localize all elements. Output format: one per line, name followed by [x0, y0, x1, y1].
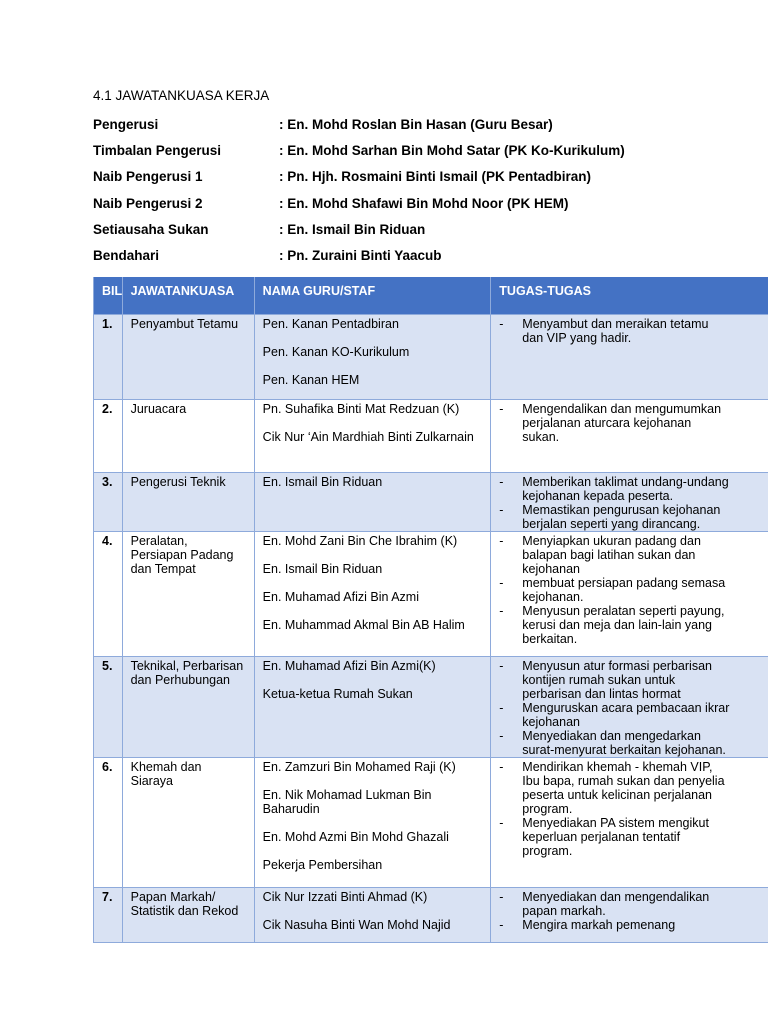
officials-list — [93, 117, 625, 274]
official-row — [93, 169, 625, 195]
staff-name: En. Zamzuri Bin Mohamed Raji (K) — [262, 760, 456, 774]
task-item — [522, 475, 768, 503]
task-item — [522, 918, 768, 932]
cell-bil: 3. — [94, 473, 123, 532]
cell-nama — [254, 758, 491, 888]
cell-tugas — [491, 532, 768, 657]
task-line: - Menyusun atur formasi perbarisan — [522, 659, 712, 673]
official-label: Bendahari — [93, 247, 160, 263]
staff-name: En. Nik Mohamad Lukman Bin Baharudin — [262, 788, 432, 816]
task-item — [522, 729, 768, 757]
table-row — [94, 657, 768, 758]
task-line: keperluan perjalanan tentatif — [522, 830, 681, 844]
committee-table — [93, 277, 768, 943]
cell-nama — [254, 532, 491, 657]
staff-name: En. Muhamad Afizi Bin Azmi(K) — [262, 659, 436, 673]
task-item — [522, 816, 768, 858]
cell-jawatankuasa: Pengerusi Teknik — [122, 473, 254, 532]
task-line: kejohanan — [522, 562, 580, 576]
task-item — [522, 503, 768, 531]
task-line: - Menyediakan dan mengedarkan — [522, 729, 701, 743]
cell-tugas — [491, 657, 768, 758]
staff-name: Pen. Kanan KO-Kurikulum — [262, 345, 410, 359]
cell-bil: 7. — [94, 888, 123, 943]
official-value: : En. Mohd Sarhan Bin Mohd Satar (PK Ko-Kurikulum) — [279, 143, 625, 159]
staff-name: Pen. Kanan HEM — [262, 373, 360, 387]
cell-tugas — [491, 400, 768, 473]
table-row — [94, 532, 768, 657]
task-item — [522, 659, 768, 701]
task-list — [499, 475, 768, 531]
task-line: - Memastikan pengurusan kejohanan — [522, 503, 721, 517]
task-line: balapan bagi latihan sukan dan — [522, 548, 696, 562]
task-line: dan VIP yang hadir. — [522, 331, 632, 345]
cell-tugas — [491, 888, 768, 943]
task-line: kejohanan — [522, 715, 580, 729]
task-line: kerusi dan meja dan lain-lain yang — [522, 618, 712, 632]
task-list — [499, 659, 768, 757]
task-line: berkaitan. — [522, 632, 578, 646]
table-row — [94, 758, 768, 888]
cell-nama — [254, 315, 491, 400]
cell-nama — [254, 473, 491, 532]
staff-name: Cik Nur Izzati Binti Ahmad (K) — [262, 890, 428, 904]
table-header-row — [94, 277, 768, 315]
task-list — [499, 890, 768, 932]
header-bil: BIL — [94, 277, 123, 315]
table-row — [94, 473, 768, 532]
cell-jawatankuasa: Papan Markah/ Statistik dan Rekod — [122, 888, 254, 943]
task-item — [522, 760, 768, 816]
staff-name: Pekerja Pembersihan — [262, 858, 383, 872]
cell-bil: 5. — [94, 657, 123, 758]
official-value: : Pn. Zuraini Binti Yaacub — [279, 247, 442, 263]
task-item — [522, 701, 768, 729]
cell-jawatankuasa: Peralatan, Persiapan Padang dan Tempat — [122, 532, 254, 657]
header-nama: NAMA GURU/STAF — [254, 277, 491, 315]
task-item — [522, 890, 768, 918]
task-line: surat-menyurat berkaitan kejohanan. — [522, 743, 726, 757]
official-row — [93, 143, 625, 169]
official-value: : En. Mohd Shafawi Bin Mohd Noor (PK HEM) — [279, 195, 569, 211]
cell-jawatankuasa: Teknikal, Perbarisan dan Perhubungan — [122, 657, 254, 758]
task-item — [522, 534, 768, 576]
staff-name: Ketua-ketua Rumah Sukan — [262, 687, 413, 701]
task-line: - membuat persiapan padang semasa — [522, 576, 726, 590]
staff-name: Pen. Kanan Pentadbiran — [262, 317, 399, 331]
official-row — [93, 196, 625, 222]
task-line: kejohanan kepada peserta. — [522, 489, 674, 503]
official-value: : Pn. Hjh. Rosmaini Binti Ismail (PK Pentadbiran) — [279, 169, 592, 185]
staff-name: Cik Nur ‘Ain Mardhiah Binti Zulkarnain — [262, 430, 474, 444]
cell-bil: 4. — [94, 532, 123, 657]
staff-name: En. Muhammad Akmal Bin AB Halim — [262, 618, 465, 632]
task-list — [499, 534, 768, 646]
task-line: program. — [522, 802, 573, 816]
task-item — [522, 402, 768, 444]
staff-name: En. Muhamad Afizi Bin Azmi — [262, 590, 419, 604]
task-list — [499, 317, 768, 345]
official-label: Pengerusi — [93, 117, 159, 132]
task-line: - Menyediakan dan mengendalikan — [522, 890, 710, 904]
task-list — [499, 402, 768, 444]
task-line: - Mengendalikan dan mengumumkan — [522, 402, 722, 416]
official-row — [93, 222, 625, 248]
task-line: Ibu bapa, rumah sukan dan penyelia — [522, 774, 725, 788]
task-line: - Menguruskan acara pembacaan ikrar — [522, 701, 730, 715]
task-line: kontijen rumah sukan untuk — [522, 673, 676, 687]
official-row — [93, 117, 625, 143]
cell-jawatankuasa: Penyambut Tetamu — [122, 315, 254, 400]
task-item — [522, 604, 768, 646]
official-label: Setiausaha Sukan — [93, 221, 209, 237]
cell-jawatankuasa: Juruacara — [122, 400, 254, 473]
table-row — [94, 888, 768, 943]
cell-tugas — [491, 473, 768, 532]
task-line: - Memberikan taklimat undang-undang — [522, 475, 729, 489]
official-value: : En. Ismail Bin Riduan — [279, 221, 426, 237]
header-tugas: TUGAS-TUGAS — [491, 277, 768, 315]
official-row — [93, 248, 625, 274]
cell-nama — [254, 657, 491, 758]
task-item — [522, 317, 768, 345]
cell-bil: 1. — [94, 315, 123, 400]
task-line: kejohanan. — [522, 590, 584, 604]
task-line: - Menyusun peralatan seperti payung, — [522, 604, 725, 618]
task-line: - Menyambut dan meraikan tetamu — [522, 317, 709, 331]
cell-nama — [254, 888, 491, 943]
cell-tugas — [491, 315, 768, 400]
task-line: - Mengira markah pemenang — [522, 918, 676, 932]
staff-name: Cik Nasuha Binti Wan Mohd Najid — [262, 918, 451, 932]
table-body — [94, 315, 768, 943]
cell-nama — [254, 400, 491, 473]
header-jawatankuasa: JAWATANKUASA — [122, 277, 254, 315]
staff-name: En. Ismail Bin Riduan — [262, 562, 383, 576]
cell-tugas — [491, 758, 768, 888]
task-line: perjalanan aturcara kejohanan — [522, 416, 692, 430]
task-line: papan markah. — [522, 904, 606, 918]
official-label: Timbalan Pengerusi — [93, 143, 222, 159]
cell-bil: 2. — [94, 400, 123, 473]
staff-name: En. Mohd Zani Bin Che Ibrahim (K) — [262, 534, 458, 548]
table-row — [94, 315, 768, 400]
official-label: Naib Pengerusi 1 — [93, 169, 203, 185]
task-item — [522, 576, 768, 604]
table-row — [94, 400, 768, 473]
staff-name: En. Ismail Bin Riduan — [262, 475, 383, 489]
staff-name: En. Mohd Azmi Bin Mohd Ghazali — [262, 830, 449, 844]
task-line: program. — [522, 844, 573, 858]
cell-bil: 6. — [94, 758, 123, 888]
official-label: Naib Pengerusi 2 — [93, 195, 203, 211]
task-line: - Menyiapkan ukuran padang dan — [522, 534, 701, 548]
task-line: peserta untuk kelicinan perjalanan — [522, 788, 713, 802]
official-value: : En. Mohd Roslan Bin Hasan (Guru Besar) — [279, 117, 553, 132]
task-line: sukan. — [522, 430, 560, 444]
task-line: - Menyediakan PA sistem mengikut — [522, 816, 709, 830]
staff-name: Pn. Suhafika Binti Mat Redzuan (K) — [262, 402, 460, 416]
cell-jawatankuasa: Khemah dan Siaraya — [122, 758, 254, 888]
task-line: berjalan seperti yang dirancang. — [522, 517, 701, 531]
task-line: perbarisan dan lintas hormat — [522, 687, 681, 701]
section-title: 4.1 JAWATANKUASA KERJA — [93, 88, 270, 103]
task-list — [499, 760, 768, 858]
task-line: - Mendirikan khemah - khemah VIP, — [522, 760, 713, 774]
